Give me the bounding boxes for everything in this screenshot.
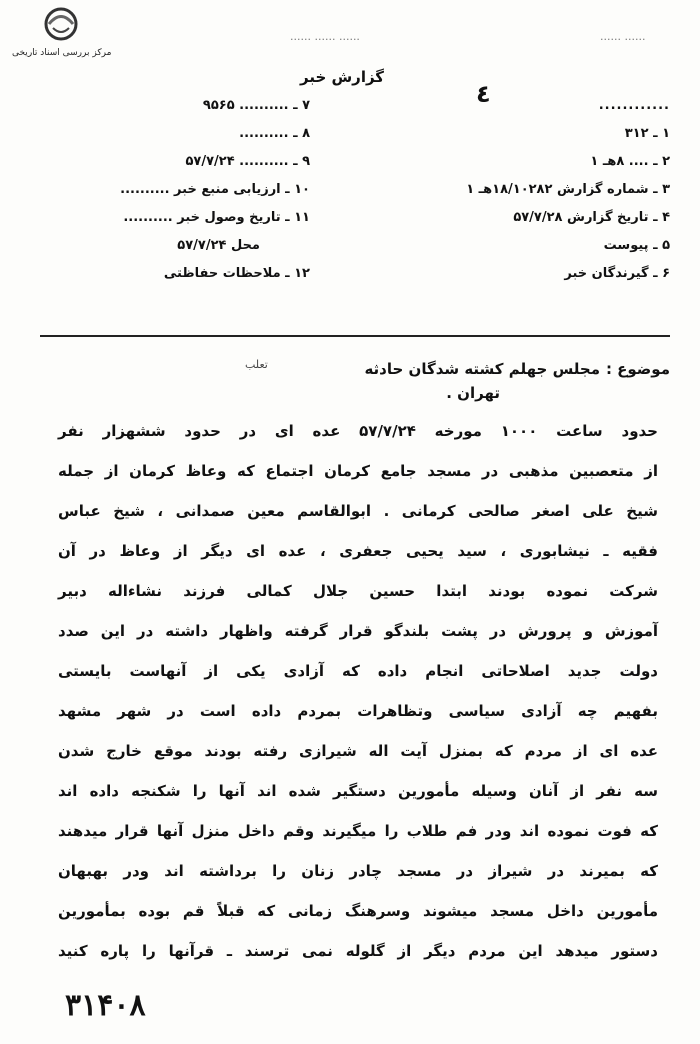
page-number: ٤: [476, 80, 491, 108]
header-right-line3: ۳ ـ شماره گزارش ۱۸/۱۰۲۸۲هـ ۱: [466, 182, 670, 197]
report-title: گزارش خبر: [300, 68, 385, 86]
body-line: فقیه ـ نیشابوری ، سید یحیی جعفری ، عده ای دیگر از وعاظ در آن: [58, 542, 658, 560]
body-line: مأمورین داخل مسجد میشوند وسرهنگ زمانی که قبلاً قم بوده بمأمورین: [58, 902, 658, 920]
header-left-line8: ۸ ـ ..........: [239, 126, 310, 141]
body-line: حدود ساعت ۱۰۰۰ مورخه ۵۷/۷/۲۴ عده ای در حدود ششهزار نفر: [58, 422, 658, 440]
subject-label: موضوع :: [605, 360, 670, 378]
subject-text: مجلس جهلم کشته شدگان حادثه: [364, 360, 600, 378]
body-line: آموزش و پرورش در پشت بلندگو قرار گرفته واظهار داشته در این صدد: [58, 622, 658, 640]
body-line: عده ای از مردم که بمنزل آیت اله شیرازی رفته بودند موقع خارج شدن: [58, 742, 658, 760]
body-line: شیخ علی اصغر صالحی کرمانی . ابوالقاسم معین صمدانی ، شیخ عباس: [58, 502, 658, 520]
header-right-line0: ............: [598, 98, 670, 113]
subject-note: تعلب: [245, 358, 268, 371]
body-line: که فوت نموده اند ودر فم طلاب را میگیرند وقم داخل منزل آنها قرار میدهند: [58, 822, 658, 840]
header-left-line11b: محل ۵۷/۷/۲۴: [177, 238, 260, 253]
body-line: بفهیم چه آزادی سیاسی وتظاهرات بمردم داده است در شهر مشهد: [58, 702, 658, 720]
logo-caption: مرکز بررسی اسناد تاریخی: [12, 48, 112, 58]
header-right-line6: ۶ ـ گیرندگان خبر: [564, 266, 670, 281]
archive-number: ۳۱۴۰۸: [65, 988, 146, 1023]
header-left-line9: ۹ ـ .......... ۵۷/۷/۲۴: [185, 154, 310, 169]
body-line: شرکت نموده بودند ابتدا حسین جلال کمالی فرزند نشاءاله دبیر: [58, 582, 658, 600]
top-faint-left: ...... ...... ......: [290, 30, 360, 43]
archive-logo-icon: [31, 4, 91, 44]
body-line: که بمیرند در شیراز در مسجد چادر زنان را برداشته اند ودر بهبهان: [58, 862, 658, 880]
header-right-line4: ۴ ـ تاریخ گزارش ۵۷/۷/۲۸: [513, 210, 670, 225]
body-line: دولت جدید اصلاحاتی انجام داده که آزادی یکی از آنهاست بایستی: [58, 662, 658, 680]
header-right-line1: ۱ ـ ۳۱۲: [624, 126, 670, 141]
header-right-line5: ۵ ـ پیوست: [603, 238, 670, 253]
subject-city: تهران .: [446, 384, 500, 402]
body-line: از متعصبین مذهبی در مسجد جامع کرمان اجتماع که وعاظ کرمان از جمله: [58, 462, 658, 480]
header-left-line10: ۱۰ ـ ارزیابی منبع خبر ..........: [120, 182, 310, 197]
header-divider: [40, 335, 670, 337]
header-left-line7: ۷ ـ .......... ۹۵۶۵: [202, 98, 310, 113]
top-faint-right: ...... ......: [600, 30, 646, 43]
body-line: دستور میدهد این مردم دیگر از گلوله نمی ترسند ـ قرآنها را پاره کنید: [58, 942, 658, 960]
header-left-line12: ۱۲ ـ ملاحظات حفاظتی: [163, 266, 310, 281]
body-line: سه نفر از آنان وسیله مأمورین دستگیر شده اند آنها را شکنجه داده اند: [58, 782, 658, 800]
archive-logo: [6, 4, 116, 56]
header-right-line2: ۲ ـ .... ۸هـ ۱: [590, 154, 670, 169]
header-left-line11: ۱۱ ـ تاریخ وصول خبر ..........: [123, 210, 310, 225]
